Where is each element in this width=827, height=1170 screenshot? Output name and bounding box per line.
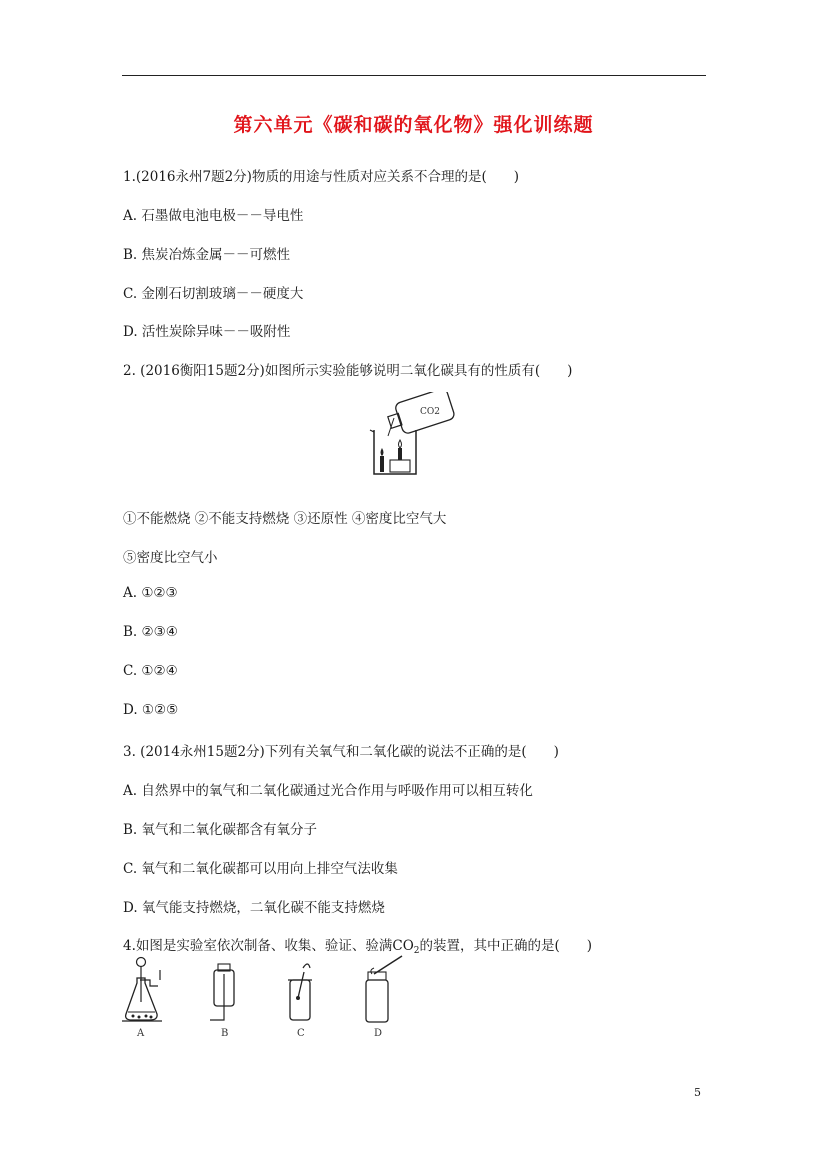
question-2-option-a: A. ①②③	[123, 585, 178, 601]
question-2-option-b: B. ②③④	[123, 624, 178, 640]
question-3-option-b: B. 氧气和二氧化碳都含有氧分子	[123, 822, 318, 838]
question-4-stem-pre: 4.如图是实验室依次制备、收集、验证、验满CO	[123, 938, 414, 954]
header-rule	[122, 75, 706, 76]
question-4-stem-subscript: 2	[413, 946, 420, 956]
question-1-option-a: A. 石墨做电池电极－－导电性	[123, 208, 304, 224]
apparatus-b-collection	[210, 964, 234, 1020]
question-3-option-c: C. 氧气和二氧化碳都可以用向上排空气法收集	[123, 861, 398, 877]
question-3-option-a: A. 自然界中的氧气和二氧化碳通过光合作用与呼吸作用可以相互转化	[123, 783, 533, 799]
apparatus-label-d: D	[374, 1028, 383, 1039]
question-2-option-c: C. ①②④	[123, 663, 178, 679]
apparatus-d-bottle	[366, 956, 402, 1022]
question-2-properties-line-1: ①不能燃烧 ②不能支持燃烧 ③还原性 ④密度比空气大	[123, 511, 447, 527]
question-1-option-b: B. 焦炭冶炼金属－－可燃性	[123, 247, 291, 263]
apparatus-label-c: C	[297, 1028, 305, 1039]
co2-pouring-figure	[360, 392, 470, 478]
question-1-option-c: C. 金刚石切割玻璃－－硬度大	[123, 286, 304, 302]
apparatus-a-flask	[122, 958, 162, 1022]
co2-label: CO2	[420, 407, 440, 417]
page-number: 5	[694, 1086, 701, 1099]
apparatus-c-bottle	[288, 964, 312, 1020]
apparatus-figure	[118, 950, 418, 1040]
question-1-stem: 1.(2016永州7题2分)物质的用途与性质对应关系不合理的是( )	[123, 169, 519, 185]
question-4-stem-post: 的装置，其中正确的是( )	[419, 938, 593, 954]
page-title: 第六单元《碳和碳的氧化物》强化训练题	[233, 114, 594, 136]
apparatus-label-b: B	[221, 1028, 229, 1039]
question-2-properties-line-2: ⑤密度比空气小	[123, 550, 218, 566]
question-3-option-d: D. 氧气能支持燃烧，二氧化碳不能支持燃烧	[123, 900, 385, 916]
question-2-stem: 2. (2016衡阳15题2分)如图所示实验能够说明二氧化碳具有的性质有( )	[123, 363, 573, 379]
apparatus-label-a: A	[137, 1028, 145, 1039]
question-3-stem: 3. (2014永州15题2分)下列有关氧气和二氧化碳的说法不正确的是( )	[123, 744, 559, 760]
question-1-option-d: D. 活性炭除异味－－吸附性	[123, 324, 291, 340]
question-2-option-d: D. ①②⑤	[123, 702, 179, 718]
